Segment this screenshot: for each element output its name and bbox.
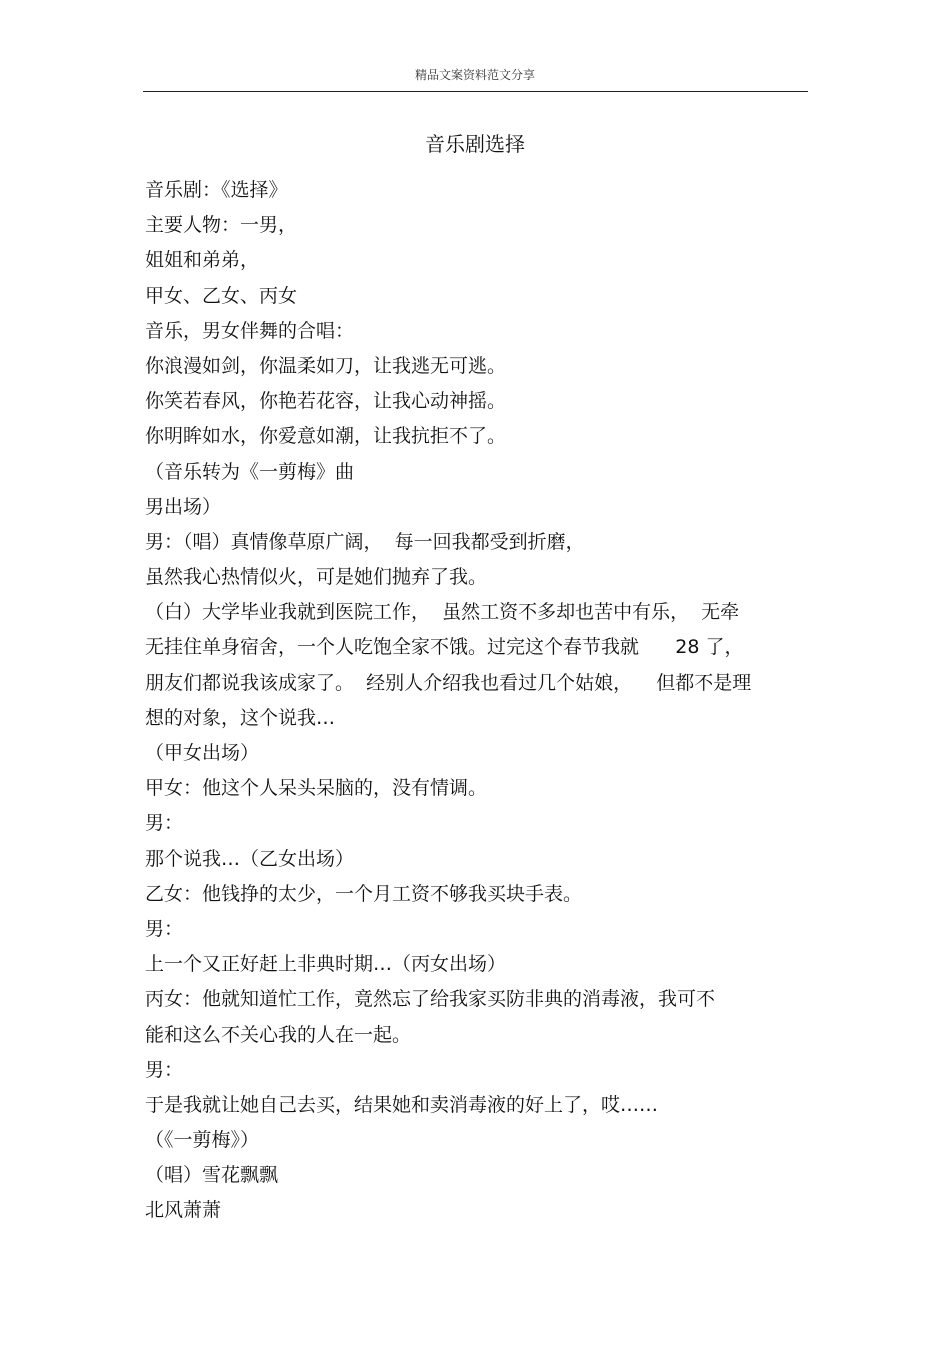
document-title: 音乐剧选择 — [425, 132, 525, 156]
text-line: 甲女、乙女、丙女 — [145, 284, 298, 307]
text-line: 姐姐和弟弟， — [145, 249, 260, 272]
text-line: 想的对象，这个说我… — [145, 706, 336, 729]
text-line: 音乐，男女伴舞的合唱： — [145, 319, 355, 342]
text-line: 男： — [145, 1058, 184, 1081]
text-line: 朋友们都说我该成家了。 经别人介绍我也看过几个姑娘， 但都不是理 — [145, 671, 752, 694]
text-line: 于是我就让她自己去买，结果她和卖消毒液的好上了，哎…… — [145, 1093, 659, 1116]
text-line: （音乐转为《一剪梅》曲 — [145, 460, 355, 483]
text-line: 甲女：他这个人呆头呆脑的，没有情调。 — [145, 777, 488, 800]
text-line: 男出场） — [145, 495, 222, 518]
text-line: （《一剪梅》） — [145, 1129, 260, 1152]
text-line: 你笑若春风，你艳若花容，让我心动神摇。 — [145, 390, 507, 413]
text-line: 无挂住单身宿舍，一个人吃饱全家不饿。过完这个春节我就 28 了， — [145, 636, 744, 659]
text-line: （甲女出场） — [145, 742, 260, 764]
text-line: （唱）雪花飘飘 — [145, 1164, 279, 1187]
text-line: 能和这么不关心我的人在一起。 — [145, 1023, 412, 1046]
header-divider — [143, 91, 808, 92]
text-line: 北风萧萧 — [145, 1199, 222, 1222]
text-line: 虽然我心热情似火，可是她们抛弃了我。 — [145, 566, 488, 589]
text-line: 乙女：他钱挣的太少，一个月工资不够我买块手表。 — [145, 882, 583, 905]
text-line: 主要人物：一男， — [145, 214, 298, 237]
text-line: 男： — [145, 812, 184, 835]
text-line: （白）大学毕业我就到医院工作， 虽然工资不多却也苦中有乐， 无牵 — [145, 601, 740, 624]
text-line: 上一个又正好赶上非典时期…（丙女出场） — [145, 953, 507, 976]
text-line: 丙女：他就知道忙工作，竟然忘了给我家买防非典的消毒液，我可不 — [145, 988, 716, 1011]
text-line: 那个说我…（乙女出场） — [145, 847, 355, 870]
text-line: 你浪漫如剑，你温柔如刀，让我逃无可逃。 — [145, 354, 507, 377]
document-body — [145, 173, 810, 1229]
page-header: 精品文案资料范文分享 — [414, 68, 535, 82]
text-line: 男： — [145, 917, 184, 940]
text-line: 音乐剧：《选择》 — [145, 179, 288, 201]
text-line: 你明眸如水，你爱意如潮，让我抗拒不了。 — [145, 425, 507, 448]
text-line: 男：（唱）真情像草原广阔， 每一回我都受到折磨， — [145, 530, 585, 553]
